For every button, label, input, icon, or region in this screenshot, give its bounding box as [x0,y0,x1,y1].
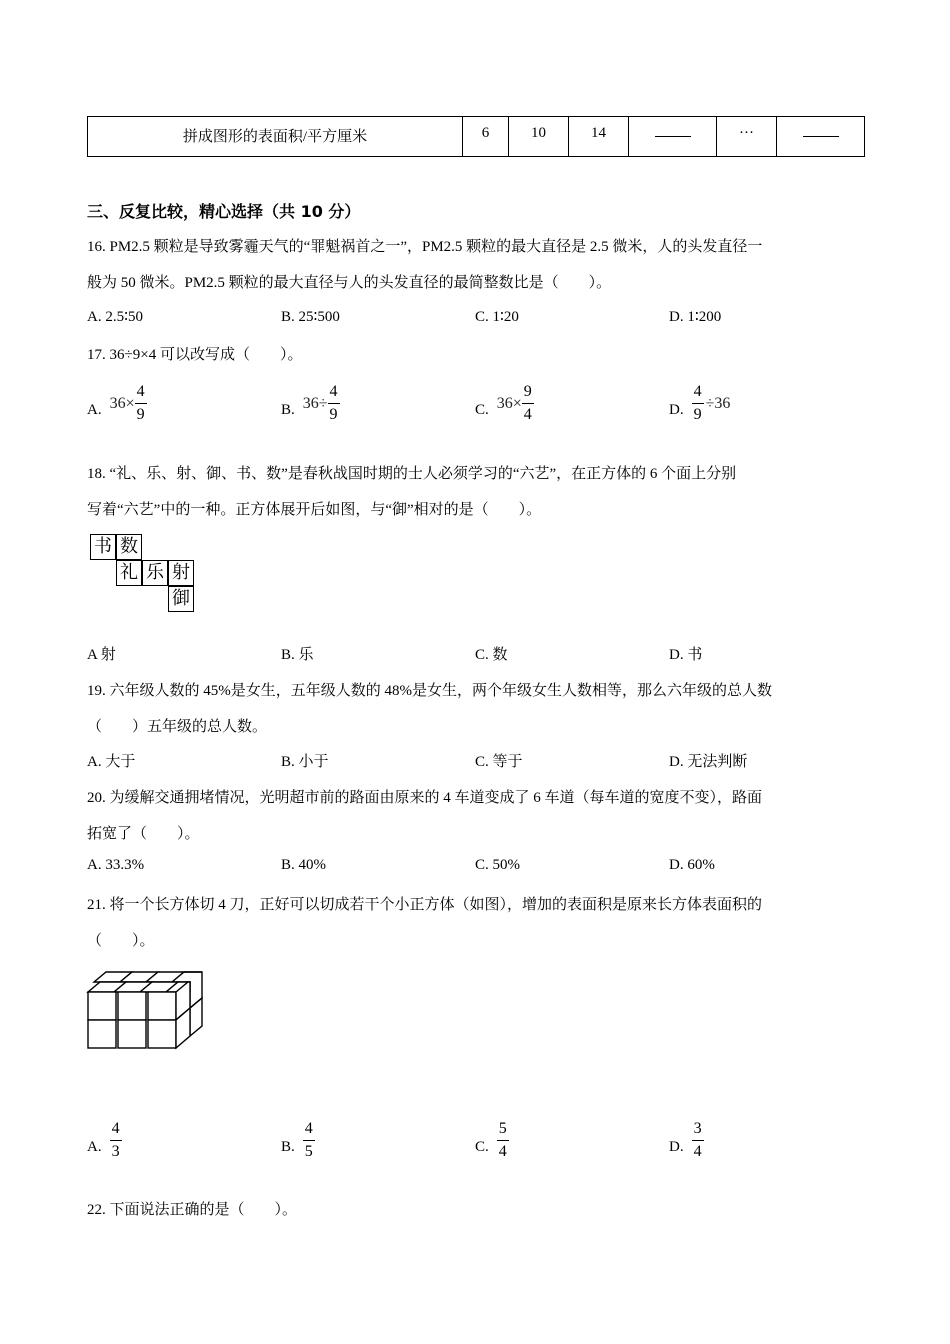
q18-line2: 写着“六艺”中的一种。正方体展开后如图，与“御”相对的是（ ）。 [87,502,542,518]
q17-option-a [87,375,147,423]
q18-option-d: D. 书 [669,647,703,663]
net-face: 礼 [116,560,142,586]
table-cell: ··· [717,117,777,157]
q18-option-a: A 射 [87,647,116,663]
net-face: 御 [168,586,194,612]
numerator: 4 [328,384,340,404]
table-cell: 10 [509,117,569,157]
math-text: 36× [109,394,135,412]
q20-line1: 20. 为缓解交通拥堵情况，光明超市前的路面由原来的 4 车道变成了 6 车道（每车道的宽度不变），路面 [87,790,763,806]
numerator: 4 [135,384,147,404]
q21-option-b [281,1110,315,1160]
q21-line2: （ ）。 [87,933,155,949]
numerator: 4 [303,1121,315,1141]
q16-line2: 般为 50 微米。PM2.5 颗粒的最大直径与人的头发直径的最简整数比是（ ）。 [87,275,612,291]
fraction [328,384,340,423]
table-cell: 14 [569,117,629,157]
option-label: A. [87,1139,102,1155]
q21-option-d [669,1110,704,1160]
row-label: 拼成图形的表面积/平方厘米 [88,117,463,157]
denominator: 9 [329,406,338,423]
q18-option-c: C. 数 [475,647,508,663]
q17-line1: 17. 36÷9×4 可以改写成（ ）。 [87,347,303,363]
cuboid-cubes-figure [86,968,206,1050]
math-text: ÷36 [705,394,731,412]
q18-option-b: B. 乐 [281,647,314,663]
q19-option-d: D. 无法判断 [669,754,748,770]
option-label: B. [281,1139,295,1155]
q18-line1: 18. “礼、乐、射、御、书、数”是春秋战国时期的士人必须学习的“六艺”，在正方体的 6 个面上分别 [87,466,737,482]
table-cell: 6 [463,117,509,157]
blank-cell [777,117,865,157]
q20-option-b: B. 40% [281,857,326,873]
denominator: 3 [111,1143,120,1160]
net-face: 乐 [142,560,168,586]
table-row [88,117,865,157]
q21-option-a [87,1110,122,1160]
fraction [135,384,147,423]
net-face: 数 [116,534,142,560]
surface-area-table [87,116,865,157]
net-face: 射 [168,560,194,586]
q19-option-b: B. 小于 [281,754,329,770]
option-label: A. [87,402,102,418]
answer-blank [655,136,691,137]
q17-option-c [475,375,534,423]
denominator: 4 [523,406,532,423]
answer-blank [803,136,839,137]
q16-option-d: D. 1∶200 [669,309,722,325]
denominator: 9 [136,406,145,423]
denominator: 4 [498,1143,507,1160]
option-label: B. [281,402,295,418]
fraction [110,1121,122,1160]
blank-cell [629,117,717,157]
q16-option-c: C. 1∶20 [475,309,519,325]
net-face: 书 [90,534,116,560]
fraction [522,384,534,423]
numerator: 4 [110,1121,122,1141]
q21-line1: 21. 将一个长方体切 4 刀，正好可以切成若干个小正方体（如图），增加的表面积是原来长方体表面积的 [87,897,763,913]
q19-line1: 19. 六年级人数的 45%是女生，五年级人数的 48%是女生，两个年级女生人数相等，那么六年级的总人数 [87,683,772,699]
numerator: 3 [692,1121,704,1141]
fraction [692,384,704,423]
denominator: 9 [693,406,702,423]
q19-option-c: C. 等于 [475,754,523,770]
q16-line1: 16. PM2.5 颗粒是导致雾霾天气的“罪魁祸首之一”，PM2.5 颗粒的最大直径是 2.5 微米，人的头发直径一 [87,239,763,255]
numerator: 5 [497,1121,509,1141]
math-text: 36× [496,394,522,412]
q17-option-b [281,375,340,423]
q19-line2: （ ）五年级的总人数。 [87,719,268,735]
q19-option-a: A. 大于 [87,754,136,770]
q21-option-c [475,1110,509,1160]
option-label: D. [669,1139,684,1155]
denominator: 5 [304,1143,313,1160]
numerator: 9 [522,384,534,404]
q16-option-a: A. 2.5∶50 [87,309,143,325]
section-title: 三、反复比较，精心选择（共 10 分） [87,202,361,221]
numerator: 4 [692,384,704,404]
q20-option-a: A. 33.3% [87,857,145,873]
math-text: 36÷ [302,394,328,412]
denominator: 4 [693,1143,702,1160]
option-label: D. [669,402,684,418]
fraction [692,1121,704,1160]
fraction [497,1121,509,1160]
q17-option-d [669,375,730,423]
option-label: C. [475,402,489,418]
q20-option-d: D. 60% [669,857,715,873]
q20-option-c: C. 50% [475,857,520,873]
option-label: C. [475,1139,489,1155]
q16-option-b: B. 25∶500 [281,309,340,325]
q20-line2: 拓宽了（ ）。 [87,826,200,842]
fraction [303,1121,315,1160]
q22-line1: 22. 下面说法正确的是（ ）。 [87,1202,298,1218]
